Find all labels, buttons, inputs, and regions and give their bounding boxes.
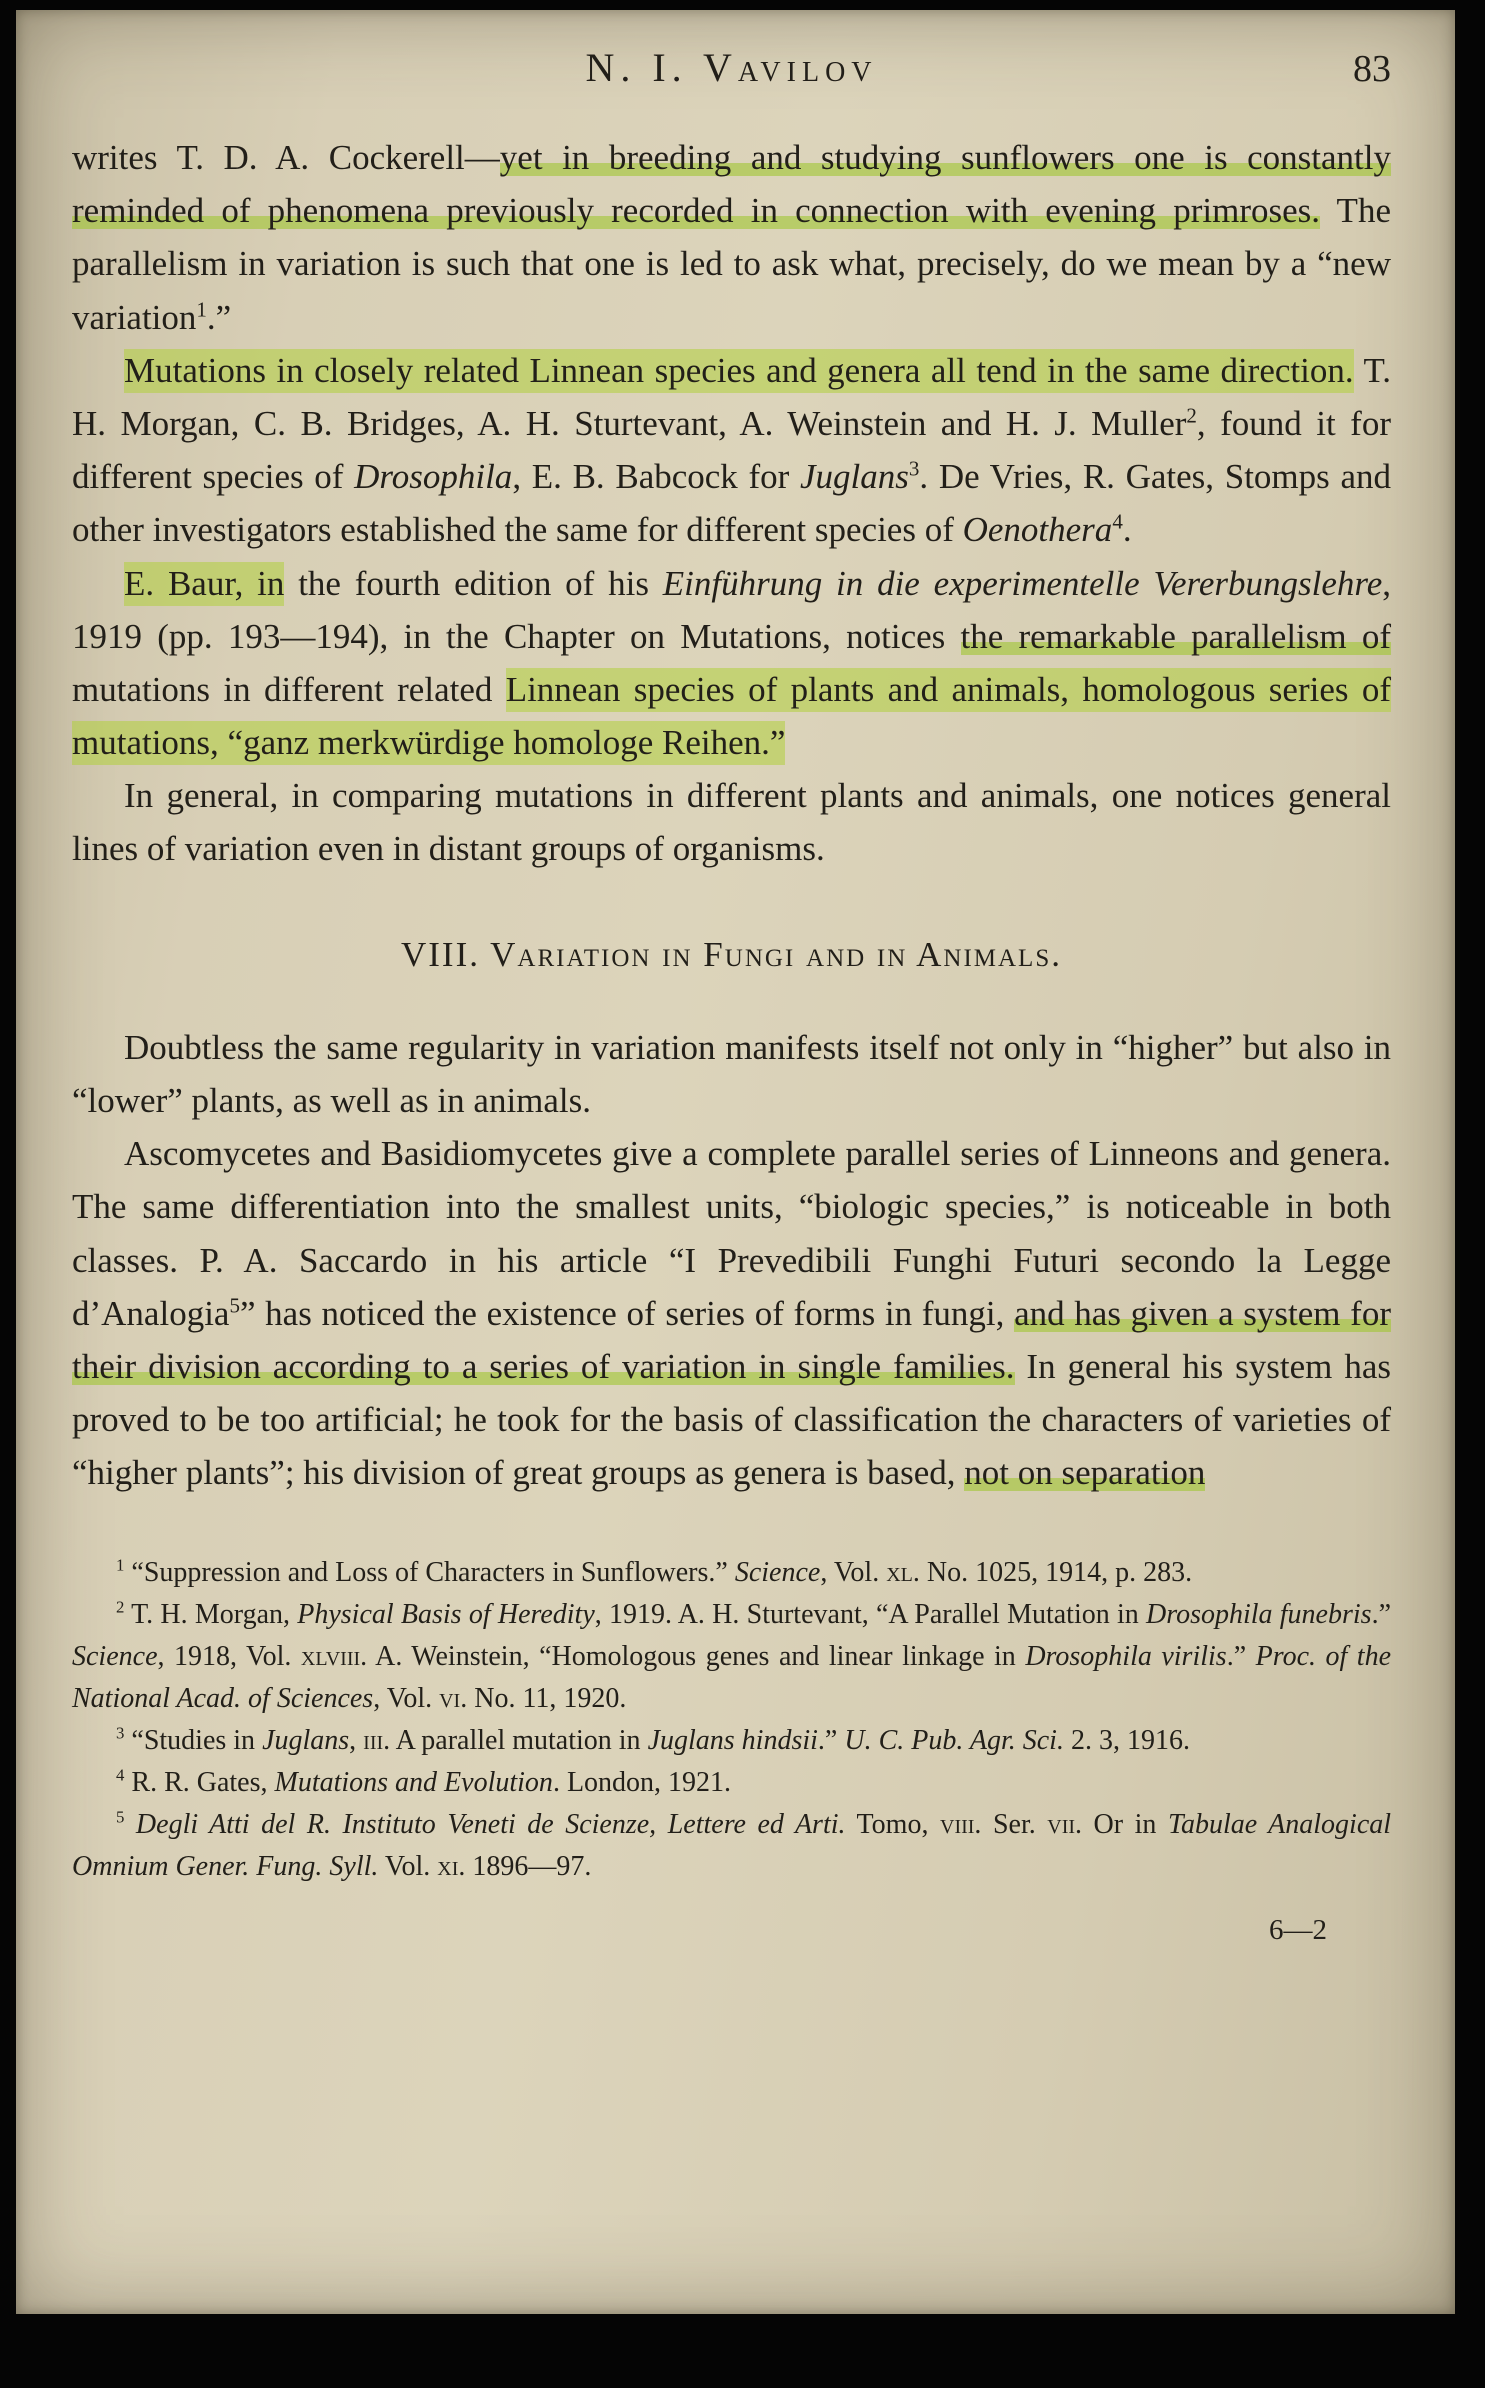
text-segment: Science <box>72 1640 158 1672</box>
text-segment: 1896—97. <box>465 1850 592 1882</box>
footnote-marker: 2 <box>116 1597 125 1617</box>
text-segment: “Studies in <box>124 1724 263 1756</box>
text-segment: , 1918, Vol. <box>157 1640 301 1672</box>
text-segment: .” <box>1226 1640 1256 1672</box>
text-segment: writes T. D. A. Cockerell— <box>72 138 500 177</box>
text-segment: . <box>1122 510 1132 550</box>
text-segment: Mutations and Evolution <box>274 1766 553 1798</box>
text-segment: No. 1025, 1914, p. 283. <box>919 1556 1193 1588</box>
text-segment: vii. <box>1047 1808 1083 1840</box>
text-segment: Einführung in die experimentelle Vererbungslehre <box>662 563 1383 603</box>
paragraph-general-lines <box>72 769 1391 875</box>
text-segment: Vol. <box>378 1850 438 1882</box>
signature-mark: 6—2 <box>1269 1913 1327 1946</box>
text-segment: R. R. Gates, <box>124 1766 275 1798</box>
text-segment: xlviii. <box>300 1640 368 1672</box>
superscript <box>196 297 207 321</box>
text-segment: , 1919 (pp. 193—194), in the Chapter on Mutations, notices <box>72 563 1391 656</box>
paragraph-doubtless <box>72 1021 1391 1127</box>
text-segment: The parallelism in variation is such that one is led to ask what, precisely, do we mean by a “new variation <box>72 191 1391 337</box>
text-segment: . De Vries, R. Gates, Stomps and other investigators established the same for different species of <box>72 457 1391 550</box>
footnote-5 <box>72 1804 1391 1888</box>
text-segment <box>124 1809 136 1840</box>
text-segment: Drosophila funebris <box>1146 1598 1372 1630</box>
superscript <box>909 456 920 480</box>
text-segment: Or in <box>1082 1808 1168 1840</box>
text-segment: Mutations in closely related Linnean species and genera all tend in the same direction. <box>124 349 1354 393</box>
text-segment: .” <box>817 1724 845 1756</box>
text-segment: Juglans <box>799 457 909 497</box>
text-segment: “Suppression and Loss of Characters in Sunflowers.” <box>124 1556 735 1588</box>
text-segment: and has given a system for their division according to a series of variation in single families. <box>72 1293 1391 1386</box>
footnote-3 <box>72 1720 1391 1762</box>
page-header <box>72 44 1391 91</box>
text-segment: Oenothera <box>962 510 1113 550</box>
footnote-marker: 2 <box>1186 403 1197 428</box>
text-segment: A. Weinstein, “Homologous genes and linear linkage in <box>367 1640 1026 1672</box>
text-segment: No. 11, 1920. <box>467 1682 627 1714</box>
superscript <box>1186 403 1197 427</box>
text-segment: the remarkable parallelism of <box>960 616 1391 656</box>
text-segment: 2. 3, 1916. <box>1063 1724 1190 1756</box>
page-number: 83 <box>1353 48 1391 90</box>
text-segment: , Vol. <box>820 1556 887 1588</box>
text-segment: Juglans hindsii <box>647 1724 818 1756</box>
footnote-marker: 1 <box>196 296 207 321</box>
text-segment: U. C. Pub. Agr. Sci. <box>844 1724 1064 1756</box>
text-segment: E. Baur, in <box>124 562 284 606</box>
footnote-marker: 4 <box>116 1765 125 1785</box>
footnote-marker: 5 <box>229 1293 240 1318</box>
text-segment: In general, in comparing mutations in different plants and animals, one notices general lines of variation even in distant groups of organisms. <box>72 776 1391 869</box>
footnotes-block <box>72 1552 1391 1888</box>
text-segment: Linnean species of plants and animals, homologous series of mutations, “ganz merkwürdige homologe Reihen.” <box>72 668 1391 765</box>
text-segment: Tomo, <box>845 1808 940 1840</box>
footnote-marker: 1 <box>116 1555 125 1575</box>
text-segment: A parallel mutation in <box>390 1724 648 1756</box>
text-segment: Proc. of the National Acad. of Sciences <box>72 1640 1391 1714</box>
paragraph-continuation <box>72 131 1391 344</box>
text-segment: xi. <box>437 1850 466 1882</box>
superscript <box>229 1293 240 1317</box>
text-segment: not on separation <box>964 1453 1206 1493</box>
text-segment: Science <box>734 1556 821 1588</box>
paragraph-baur <box>72 557 1391 770</box>
text-segment: T. H. Morgan, C. B. Bridges, A. H. Sturtevant, A. Weinstein and H. J. Muller <box>72 350 1391 443</box>
text-segment: .” <box>1371 1598 1391 1630</box>
footnote-2 <box>72 1594 1391 1720</box>
text-segment: mutations in different related <box>72 669 506 709</box>
text-segment: .” <box>206 297 232 337</box>
text-segment: Physical Basis of Heredity <box>297 1598 595 1630</box>
text-segment: Drosophila <box>354 457 513 497</box>
text-segment: viii. <box>940 1808 982 1840</box>
text-segment: Ascomycetes and Basidiomycetes give a complete parallel series of Linneons and genera. The same differentiation into the smallest units, “biologic species,” is noticeable in both classes. P. A. Saccardo in his article “I Prevedibili Funghi Futuri secondo la Legge d’Analogia <box>72 1134 1391 1333</box>
text-segment: vi. <box>439 1682 468 1714</box>
text-segment: , found it for different species of <box>72 403 1391 497</box>
paragraph-ascomycetes <box>72 1127 1391 1499</box>
text-segment: the fourth edition of his <box>284 563 663 603</box>
paragraph-mutations <box>72 344 1391 557</box>
footnote-marker: 3 <box>116 1723 125 1743</box>
superscript <box>1112 510 1123 534</box>
text-segment: yet in breeding and studying sunflowers one is constantly reminded of phenomena previously recorded in connection with evening primroses. <box>72 138 1391 231</box>
footnote-marker: 3 <box>908 456 920 481</box>
text-segment: Tabulae Analogical Omnium Gener. Fung. Syll. <box>72 1808 1392 1882</box>
text-segment: iii. <box>363 1724 391 1756</box>
text-segment: , <box>349 1724 364 1756</box>
running-title: N. I. Vavilov <box>585 45 878 90</box>
text-segment: In general his system has proved to be too artificial; he took for the basis of classification the characters of varieties of “higher plants”; his division of great groups as genera is based, <box>72 1346 1391 1493</box>
text-segment: , Vol. <box>373 1682 440 1714</box>
book-page <box>16 10 1455 2314</box>
text-segment: Doubtless the same regularity in variation manifests itself not only in “higher” but also in “lower” plants, as well as in animals. <box>72 1027 1391 1120</box>
text-segment: ” has noticed the existence of series of forms in fungi, <box>239 1293 1015 1333</box>
text-segment: , E. B. Babcock for <box>512 457 800 497</box>
text-segment: Juglans <box>262 1724 350 1756</box>
section-heading: VIII. Variation in Fungi and in Animals. <box>401 934 1062 974</box>
text-segment: Drosophila virilis <box>1025 1640 1227 1672</box>
text-segment: Ser. <box>981 1808 1048 1840</box>
text-segment: xl. <box>886 1556 920 1588</box>
footnote-1 <box>72 1552 1391 1594</box>
text-segment: T. H. Morgan, <box>124 1598 298 1630</box>
text-segment: , 1919. A. H. Sturtevant, “A Parallel Mutation in <box>594 1598 1146 1630</box>
text-segment: Degli Atti del R. Instituto Veneti de Scienze, Lettere ed Arti. <box>135 1808 846 1840</box>
footnote-marker: 5 <box>116 1807 125 1827</box>
footnote-marker: 4 <box>1112 509 1123 534</box>
text-segment: . London, 1921. <box>552 1766 732 1798</box>
body-text <box>72 131 1391 1500</box>
footnote-4 <box>72 1762 1391 1804</box>
